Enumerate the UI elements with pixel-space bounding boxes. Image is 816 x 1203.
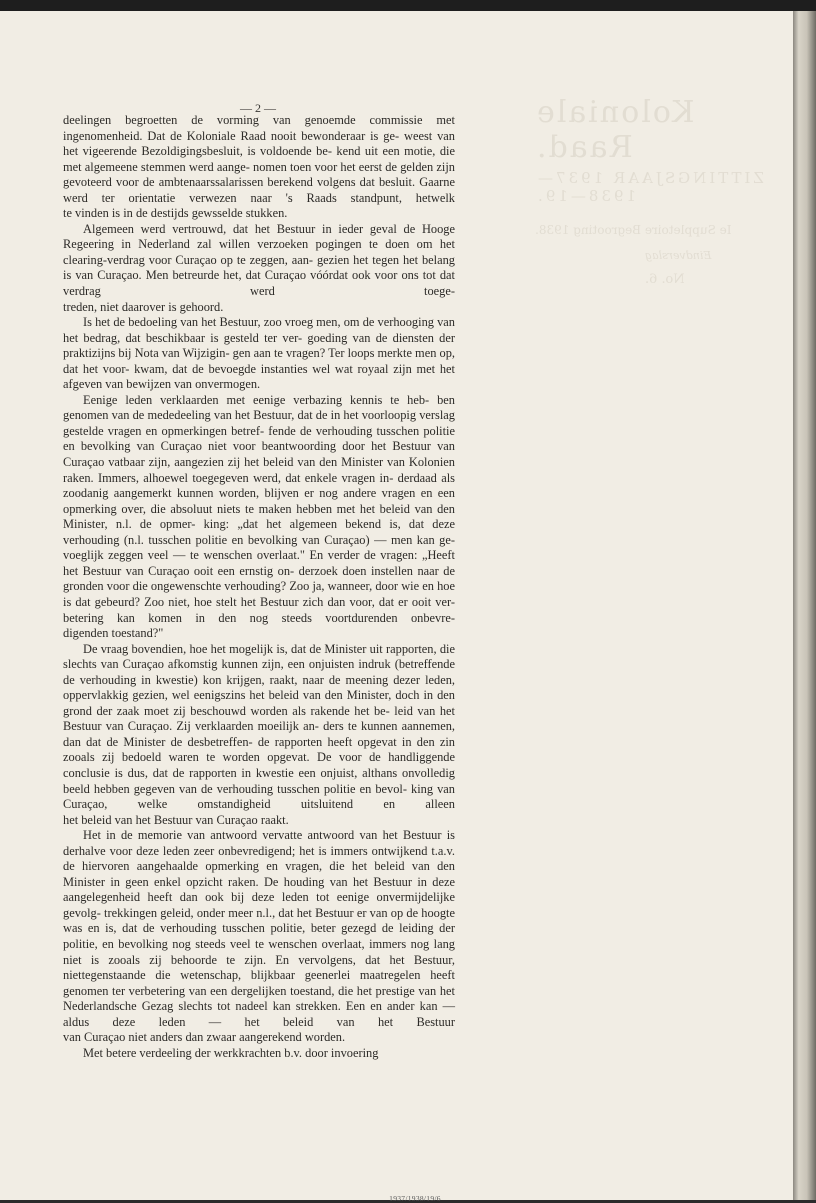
paragraph-text: Is het de bedoeling van het Bestuur, zoo vroeg men, om de verhooging van het bedrag, dat beschikbaar is gesteld ter ver- goeding van de diensten der praktizijns bij Nota van Wijzigin- gen aan te vragen? Ter loops merkte men op, dat het voor- kwam, dat de bevoegde instanties wel wat royaal zijn met het xyxy=(63,315,455,376)
scan-top-border xyxy=(0,0,816,11)
paragraph-last-line: het beleid van het Bestuur van Curaçao raakt. xyxy=(63,812,289,827)
paragraph xyxy=(63,642,455,829)
paragraph-last-line: van Curaçao niet anders dan zwaar aangerekend worden. xyxy=(63,1030,346,1045)
bleed-through-text xyxy=(535,91,790,287)
paragraph-text: Het in de memorie van antwoord vervatte antwoord van het Bestuur is derhalve voor deze leden zeer onbevredigend; het is immers ontwijkend t.a.v. de hiervoren aangehaalde opmerking en vragen, die het beleid van den Minister in geen enkel opzicht raken. De houding van het Bestuur in deze aangelegenheid heeft dan ook bij deze leden tot eenige onvermijdelijke gevolg- trekkingen geleid, onder meer n.l., dat het Bestuur er van op de hoogte was en is, dat de verhouding tusschen politie, beter gezegd de leiding der politie, en bevolking nog steeds veel te wenschen overlaat, immers nog lang niet is zooals zij behoorde te zijn. En vervolgens, dat het Bestuur, niettegenstaande die wetenschap, blijkbaar geenerlei maatregelen heeft genomen ter verbetering van een dergelijken toestand, die het prestige van het Nederlandsche Gezag slechts tot nadeel kan strekken. Een en ander kan — aldus deze leden — het beleid van het Bestuur xyxy=(63,828,455,1029)
paragraph xyxy=(63,113,455,222)
scan-right-edge xyxy=(793,11,816,1200)
bleed-number: No. 6. xyxy=(645,272,685,287)
paragraph xyxy=(63,828,455,1046)
paragraph-text: deelingen begroetten de vorming van genoemde commissie met ingenomenheid. Dat de Koloniale Raad nooit bewonderaar is ge- weest van het vigeerende Bezoldigingsbesluit, is voldoende be- kend uit een motie, die met algemeene stemmen werd aange- nomen toen voor het eerst de gelden zijn gevoteerd voor de ambtenaarssalarissen berekend volgens dat besluit. Gaarne werd ter orientatie verwezen naar 's Raads standpunt, hetwelk xyxy=(63,113,455,205)
bleed-title: Koloniale Raad. xyxy=(535,95,695,165)
paragraph-last-line: te vinden is in de destijds gewsselde stukken. xyxy=(63,206,288,221)
paragraph-text: Met betere verdeeling der werkkrachten b.v. door invoering xyxy=(83,1045,379,1060)
paragraph xyxy=(63,1046,455,1062)
paragraph-text: Eenige leden verklaarden met eenige verbazing kennis te heb- ben genomen van de mededeeling van het Bestuur, dat de in het voorloopig verslag gestelde vragen en opmerkingen betref- fende de verhouding tusschen politie en bevolking van Curaçao niet voor beantwoording door het Bestuur van Curaçao vatbaar zijn, aangezien zij het beleid van den Minister van Kolonien raken. Immers, alhoewel toegegeven werd, dat enkele vragen in- derdaad als zoodanig aangemerkt kunnen worden, blijven er nog andere vragen en een opmerking over, die absoluut niets te maken hebben met het beleid van den Minister, n.l. de opmer- king: „dat het algemeen bekend is, dat deze verhouding (n.l. tusschen politie en bevolking van Curaçao) — men kan ge- voeglijk zeggen veel — te wenschen overlaat." En verder de vragen: „Heeft het Bestuur van Curaçao ooit een ernstig on- derzoek doen instellen naar de gronden voor die ongewenschte verhouding? Zoo ja, wanneer, door wie en hoe is dat gebeurd? Zoo niet, hoe stelt het Bestuur zich dan voor, dat er ooit ver- betering kan komen in den nog steeds voortdurenden onbevre- xyxy=(63,392,455,625)
paragraph-text: Algemeen werd vertrouwd, dat het Bestuur in ieder geval de Hooge Regeering in Nederland zal willen verzoeken pogingen te doen om het clearing-verdrag voor Curaçao op te zeggen, aan- gezien het tegen het belang is van Curaçao. Men betreurde het, dat Curaçao vóórdat ook voor ons tot dat verdrag werd toege- xyxy=(63,221,455,299)
paragraph-last-line: digenden toestand?" xyxy=(63,626,164,641)
body-text xyxy=(63,113,455,1061)
bleed-section: Eindverslag xyxy=(645,249,712,262)
archive-stamp: 1937/1938/19/6 xyxy=(389,1194,441,1203)
document-page xyxy=(0,11,793,1203)
paragraph-last-line: afgeven van bewijzen van onvermogen. xyxy=(63,377,261,392)
bleed-subject: Ie Suppletoire Begrooting 1938. xyxy=(535,223,732,237)
page-number: — 2 — xyxy=(240,101,276,115)
paragraph xyxy=(63,222,455,315)
paragraph xyxy=(63,393,455,642)
paragraph-last-line: treden, niet daarover is gehoord. xyxy=(63,299,224,314)
paragraph xyxy=(63,315,455,393)
bleed-session: ZITTINGSJAAR 1937—1938—19. xyxy=(535,169,764,205)
paragraph-text: De vraag bovendien, hoe het mogelijk is, dat de Minister uit rapporten, die slechts van Curaçao afkomstig kunnen zijn, een onjuisten indruk (betreffende de verhouding in kwestie) kon krijgen, raakt, naar de meening dezer leden, oppervlakkig gezien, wel eenigszins het beleid van den Minister, doch in den grond der zaak moet zij beschouwd worden als rakende het be- leid van het Bestuur van Curaçao. Zij verklaarden moeilijk an- ders te kunnen aannemen, dan dat de Minister de desbetreffen- de rapporten heeft opgevat in den zin zooals zij bedoeld waren te worden opgevat. De voor de handliggende conclusie is dus, dat de rapporten in kwestie een onjuist, althans onvolledig beeld hebben gegeven van de verhouding tusschen politie en bevol- king van Curaçao, welke omstandigheid uitsluitend en alleen xyxy=(63,641,455,812)
